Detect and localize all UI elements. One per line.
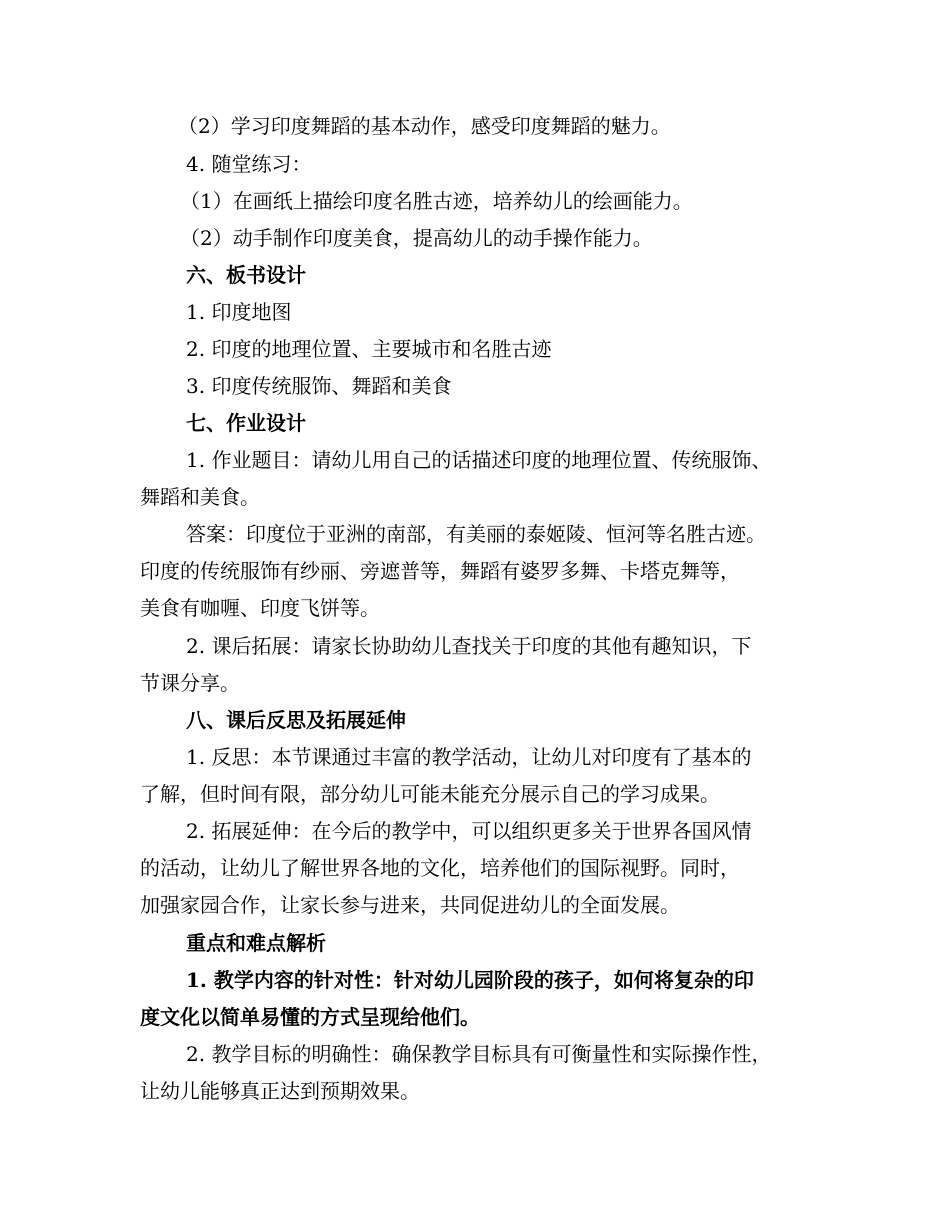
answer-line-2: 印度的传统服饰有纱丽、旁遮普等，舞蹈有婆罗多舞、卡塔克舞等， <box>140 559 740 583</box>
reflection-item-2-cont-1: 的活动，让幼儿了解世界各地的文化，培养他们的国际视野。同时， <box>140 856 740 880</box>
homework-item-2: 2. 课后拓展：请家长协助幼儿查找关于印度的其他有趣知识，下 <box>186 634 752 658</box>
reflection-item-1: 1. 反思：本节课通过丰富的教学活动，让幼儿对印度有了基本的 <box>186 745 752 769</box>
homework-item-1-cont: 舞蹈和美食。 <box>140 485 260 509</box>
key-point-2: 2. 教学目标的明确性：确保教学目标具有可衡量性和实际操作性， <box>186 1042 772 1066</box>
board-item-1: 1. 印度地图 <box>186 300 292 324</box>
key-point-1: 1. 教学内容的针对性：针对幼儿园阶段的孩子，如何将复杂的印 <box>186 968 754 992</box>
reflection-item-1-cont: 了解，但时间有限，部分幼儿可能未能充分展示自己的学习成果。 <box>140 782 720 806</box>
board-item-3: 3. 印度传统服饰、舞蹈和美食 <box>186 374 452 398</box>
key-point-1-cont: 度文化以简单易懂的方式呈现给他们。 <box>140 1005 480 1029</box>
sub-item-cooking: （2）动手制作印度美食，提高幼儿的动手操作能力。 <box>180 226 653 250</box>
section-heading-key-points: 重点和难点解析 <box>186 931 326 955</box>
key-point-2-cont: 让幼儿能够真正达到预期效果。 <box>140 1079 420 1103</box>
homework-item-2-cont: 节课分享。 <box>140 671 240 695</box>
section-heading-board-design: 六、板书设计 <box>186 263 306 287</box>
answer-line-3: 美食有咖喱、印度飞饼等。 <box>140 596 380 620</box>
sub-item-dance-practice: （2）学习印度舞蹈的基本动作，感受印度舞蹈的魅力。 <box>178 114 671 138</box>
item-in-class-practice: 4. 随堂练习： <box>186 152 312 176</box>
section-heading-homework: 七、作业设计 <box>186 411 306 435</box>
answer-line-1: 答案：印度位于亚洲的南部，有美丽的泰姬陵、恒河等名胜古迹。 <box>186 522 766 546</box>
reflection-item-2: 2. 拓展延伸：在今后的教学中，可以组织更多关于世界各国风情 <box>186 819 752 843</box>
sub-item-drawing: （1）在画纸上描绘印度名胜古迹，培养幼儿的绘画能力。 <box>180 189 693 213</box>
reflection-item-2-cont-2: 加强家园合作，让家长参与进来，共同促进幼儿的全面发展。 <box>140 893 680 917</box>
section-heading-reflection: 八、课后反思及拓展延伸 <box>186 708 406 732</box>
homework-item-1: 1. 作业题目：请幼儿用自己的话描述印度的地理位置、传统服饰、 <box>186 448 772 472</box>
board-item-2: 2. 印度的地理位置、主要城市和名胜古迹 <box>186 337 552 361</box>
